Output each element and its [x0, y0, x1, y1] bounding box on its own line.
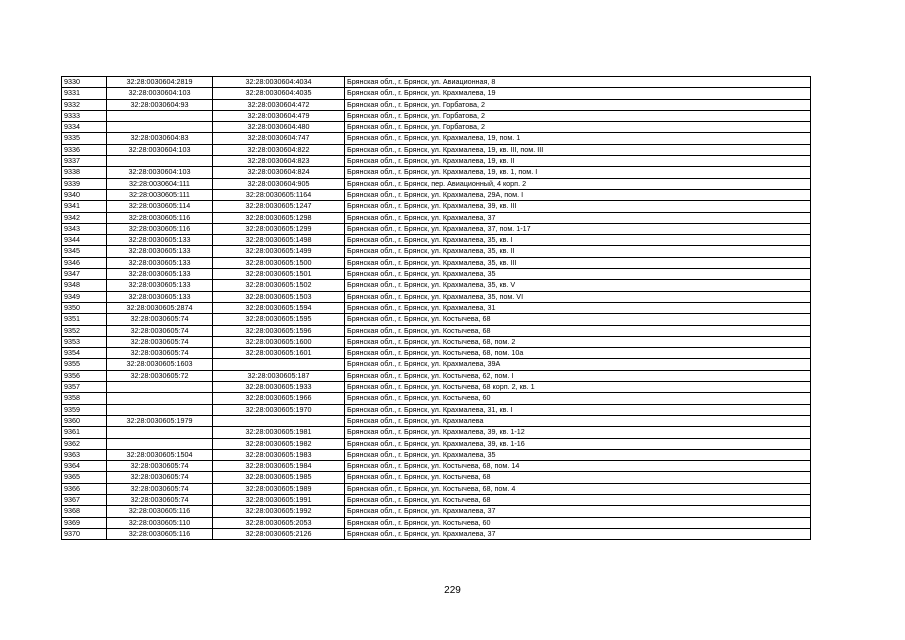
cadastral-number-cell: 32:28:0030605:1503 [213, 291, 345, 302]
parent-cadastral-cell: 32:28:0030605:1979 [107, 415, 213, 426]
table-row [62, 528, 811, 539]
page-number: 229 [444, 585, 461, 596]
address-cell: Брянская обл., г. Брянск, ул. Крахмалева, 37 [345, 212, 811, 223]
cadastral-number-cell: 32:28:0030604:4034 [213, 77, 345, 88]
parent-cadastral-cell: 32:28:0030605:74 [107, 314, 213, 325]
table-row [62, 382, 811, 393]
cadastral-number-cell: 32:28:0030605:1981 [213, 427, 345, 438]
parent-cadastral-cell: 32:28:0030605:133 [107, 280, 213, 291]
parent-cadastral-cell: 32:28:0030605:110 [107, 517, 213, 528]
row-number-cell: 9341 [62, 201, 107, 212]
row-number-cell: 9363 [62, 449, 107, 460]
row-number-cell: 9338 [62, 167, 107, 178]
cadastral-number-cell: 32:28:0030605:1298 [213, 212, 345, 223]
table-row [62, 88, 811, 99]
cadastral-number-cell: 32:28:0030605:1299 [213, 223, 345, 234]
address-cell: Брянская обл., г. Брянск, ул. Костычева, 60 [345, 517, 811, 528]
parent-cadastral-cell: 32:28:0030604:93 [107, 99, 213, 110]
row-number-cell: 9336 [62, 144, 107, 155]
cadastral-number-cell: 32:28:0030605:1502 [213, 280, 345, 291]
table-row [62, 427, 811, 438]
parent-cadastral-cell [107, 393, 213, 404]
table-row [62, 246, 811, 257]
row-number-cell: 9343 [62, 223, 107, 234]
cadastral-number-cell [213, 415, 345, 426]
row-number-cell: 9357 [62, 382, 107, 393]
cadastral-number-cell: 32:28:0030605:1983 [213, 449, 345, 460]
table-row [62, 302, 811, 313]
row-number-cell: 9342 [62, 212, 107, 223]
address-cell: Брянская обл., г. Брянск, ул. Костычева, 68 [345, 494, 811, 505]
row-number-cell: 9366 [62, 483, 107, 494]
table-row [62, 506, 811, 517]
address-cell: Брянская обл., г. Брянск, ул. Крахмалева, 37 [345, 528, 811, 539]
cadastral-number-cell: 32:28:0030605:1596 [213, 325, 345, 336]
table-body [62, 77, 811, 540]
cadastral-number-cell: 32:28:0030605:1600 [213, 336, 345, 347]
parent-cadastral-cell [107, 122, 213, 133]
row-number-cell: 9356 [62, 370, 107, 381]
row-number-cell: 9349 [62, 291, 107, 302]
table-row [62, 359, 811, 370]
cadastral-number-cell: 32:28:0030604:747 [213, 133, 345, 144]
row-number-cell: 9339 [62, 178, 107, 189]
table-row [62, 178, 811, 189]
address-cell: Брянская обл., г. Брянск, ул. Крахмалева, 19, кв. II [345, 156, 811, 167]
address-cell: Брянская обл., г. Брянск, ул. Крахмалева, 35, кв. I [345, 235, 811, 246]
parent-cadastral-cell: 32:28:0030605:74 [107, 336, 213, 347]
table-row [62, 77, 811, 88]
cadastral-table [61, 76, 811, 540]
table-row [62, 257, 811, 268]
parent-cadastral-cell [107, 156, 213, 167]
address-cell: Брянская обл., г. Брянск, ул. Крахмалева, 37 [345, 506, 811, 517]
parent-cadastral-cell: 32:28:0030605:133 [107, 269, 213, 280]
parent-cadastral-cell: 32:28:0030605:74 [107, 483, 213, 494]
parent-cadastral-cell [107, 404, 213, 415]
address-cell: Брянская обл., г. Брянск, ул. Костычева, 68 [345, 314, 811, 325]
parent-cadastral-cell [107, 110, 213, 121]
cadastral-number-cell: 32:28:0030605:1595 [213, 314, 345, 325]
address-cell: Брянская обл., г. Брянск, ул. Крахмалева, 39, кв. 1-12 [345, 427, 811, 438]
parent-cadastral-cell [107, 427, 213, 438]
parent-cadastral-cell: 32:28:0030605:111 [107, 189, 213, 200]
parent-cadastral-cell: 32:28:0030605:74 [107, 494, 213, 505]
parent-cadastral-cell: 32:28:0030604:2819 [107, 77, 213, 88]
parent-cadastral-cell: 32:28:0030605:133 [107, 235, 213, 246]
row-number-cell: 9362 [62, 438, 107, 449]
row-number-cell: 9352 [62, 325, 107, 336]
table-row [62, 494, 811, 505]
address-cell: Брянская обл., г. Брянск, пер. Авиационный, 4 корп. 2 [345, 178, 811, 189]
table-row [62, 201, 811, 212]
table-row [62, 461, 811, 472]
address-cell: Брянская обл., г. Брянск, ул. Крахмалева, 35, пом. VI [345, 291, 811, 302]
cadastral-number-cell: 32:28:0030605:1966 [213, 393, 345, 404]
parent-cadastral-cell: 32:28:0030605:74 [107, 348, 213, 359]
cadastral-number-cell: 32:28:0030605:1970 [213, 404, 345, 415]
parent-cadastral-cell: 32:28:0030605:133 [107, 257, 213, 268]
table-row [62, 167, 811, 178]
table-row [62, 110, 811, 121]
cadastral-number-cell: 32:28:0030605:1500 [213, 257, 345, 268]
address-cell: Брянская обл., г. Брянск, ул. Крахмалева, 19, кв. 1, пом. I [345, 167, 811, 178]
row-number-cell: 9340 [62, 189, 107, 200]
row-number-cell: 9359 [62, 404, 107, 415]
cadastral-number-cell: 32:28:0030605:1991 [213, 494, 345, 505]
parent-cadastral-cell: 32:28:0030605:133 [107, 291, 213, 302]
cadastral-number-cell: 32:28:0030605:1992 [213, 506, 345, 517]
parent-cadastral-cell [107, 438, 213, 449]
row-number-cell: 9332 [62, 99, 107, 110]
table-row [62, 99, 811, 110]
table-row [62, 156, 811, 167]
row-number-cell: 9350 [62, 302, 107, 313]
table-row [62, 393, 811, 404]
cadastral-number-cell: 32:28:0030604:480 [213, 122, 345, 133]
table-row [62, 517, 811, 528]
address-cell: Брянская обл., г. Брянск, ул. Авиационная, 8 [345, 77, 811, 88]
row-number-cell: 9354 [62, 348, 107, 359]
cadastral-number-cell: 32:28:0030605:2053 [213, 517, 345, 528]
table-row [62, 291, 811, 302]
cadastral-number-cell: 32:28:0030605:1498 [213, 235, 345, 246]
address-cell: Брянская обл., г. Брянск, ул. Костычева, 68 корп. 2, кв. 1 [345, 382, 811, 393]
table-row [62, 449, 811, 460]
cadastral-number-cell: 32:28:0030605:1601 [213, 348, 345, 359]
row-number-cell: 9333 [62, 110, 107, 121]
table-row [62, 415, 811, 426]
row-number-cell: 9346 [62, 257, 107, 268]
table-row [62, 472, 811, 483]
cadastral-number-cell: 32:28:0030605:1164 [213, 189, 345, 200]
address-cell: Брянская обл., г. Брянск, ул. Крахмалева, 19, кв. III, пом. III [345, 144, 811, 155]
parent-cadastral-cell: 32:28:0030605:1603 [107, 359, 213, 370]
row-number-cell: 9355 [62, 359, 107, 370]
address-cell: Брянская обл., г. Брянск, ул. Костычева, 62, пом. I [345, 370, 811, 381]
parent-cadastral-cell: 32:28:0030605:72 [107, 370, 213, 381]
cadastral-number-cell: 32:28:0030604:479 [213, 110, 345, 121]
table-row [62, 438, 811, 449]
table-row [62, 280, 811, 291]
table-row [62, 314, 811, 325]
row-number-cell: 9358 [62, 393, 107, 404]
row-number-cell: 9331 [62, 88, 107, 99]
cadastral-number-cell: 32:28:0030605:1501 [213, 269, 345, 280]
address-cell: Брянская обл., г. Брянск, ул. Костычева, 68, пом. 4 [345, 483, 811, 494]
cadastral-number-cell: 32:28:0030604:822 [213, 144, 345, 155]
row-number-cell: 9368 [62, 506, 107, 517]
row-number-cell: 9369 [62, 517, 107, 528]
parent-cadastral-cell: 32:28:0030605:114 [107, 201, 213, 212]
cadastral-number-cell [213, 359, 345, 370]
cadastral-number-cell: 32:28:0030605:1247 [213, 201, 345, 212]
address-cell: Брянская обл., г. Брянск, ул. Костычева, 60 [345, 393, 811, 404]
table-row [62, 325, 811, 336]
parent-cadastral-cell: 32:28:0030605:116 [107, 506, 213, 517]
parent-cadastral-cell: 32:28:0030604:103 [107, 88, 213, 99]
cadastral-number-cell: 32:28:0030605:2126 [213, 528, 345, 539]
address-cell: Брянская обл., г. Брянск, ул. Крахмалева, 39А [345, 359, 811, 370]
row-number-cell: 9353 [62, 336, 107, 347]
address-cell: Брянская обл., г. Брянск, ул. Костычева, 68, пом. 14 [345, 461, 811, 472]
row-number-cell: 9348 [62, 280, 107, 291]
table-row [62, 144, 811, 155]
cadastral-number-cell: 32:28:0030604:905 [213, 178, 345, 189]
table-row [62, 133, 811, 144]
row-number-cell: 9370 [62, 528, 107, 539]
cadastral-number-cell: 32:28:0030605:1989 [213, 483, 345, 494]
parent-cadastral-cell [107, 382, 213, 393]
address-cell: Брянская обл., г. Брянск, ул. Крахмалева, 37, пом. 1-17 [345, 223, 811, 234]
cadastral-number-cell: 32:28:0030605:1499 [213, 246, 345, 257]
parent-cadastral-cell: 32:28:0030605:116 [107, 212, 213, 223]
cadastral-number-cell: 32:28:0030604:472 [213, 99, 345, 110]
table-row [62, 212, 811, 223]
cadastral-number-cell: 32:28:0030605:187 [213, 370, 345, 381]
table-row [62, 336, 811, 347]
address-cell: Брянская обл., г. Брянск, ул. Костычева, 68, пом. 10а [345, 348, 811, 359]
parent-cadastral-cell: 32:28:0030605:133 [107, 246, 213, 257]
parent-cadastral-cell: 32:28:0030605:2874 [107, 302, 213, 313]
address-cell: Брянская обл., г. Брянск, ул. Крахмалева, 29А, пом. I [345, 189, 811, 200]
cadastral-number-cell: 32:28:0030604:824 [213, 167, 345, 178]
cadastral-number-cell: 32:28:0030604:823 [213, 156, 345, 167]
parent-cadastral-cell: 32:28:0030605:116 [107, 528, 213, 539]
address-cell: Брянская обл., г. Брянск, ул. Горбатова, 2 [345, 99, 811, 110]
row-number-cell: 9330 [62, 77, 107, 88]
table-row [62, 404, 811, 415]
address-cell: Брянская обл., г. Брянск, ул. Крахмалева, 35 [345, 269, 811, 280]
table-row [62, 235, 811, 246]
address-cell: Брянская обл., г. Брянск, ул. Крахмалева, 19 [345, 88, 811, 99]
table-row [62, 370, 811, 381]
address-cell: Брянская обл., г. Брянск, ул. Крахмалева, 35 [345, 449, 811, 460]
cadastral-number-cell: 32:28:0030605:1594 [213, 302, 345, 313]
parent-cadastral-cell: 32:28:0030605:1504 [107, 449, 213, 460]
parent-cadastral-cell: 32:28:0030604:103 [107, 144, 213, 155]
address-cell: Брянская обл., г. Брянск, ул. Крахмалева, 35, кв. V [345, 280, 811, 291]
parent-cadastral-cell: 32:28:0030605:74 [107, 325, 213, 336]
address-cell: Брянская обл., г. Брянск, ул. Крахмалева, 39, кв. III [345, 201, 811, 212]
table-row [62, 122, 811, 133]
row-number-cell: 9337 [62, 156, 107, 167]
cadastral-number-cell: 32:28:0030604:4035 [213, 88, 345, 99]
cadastral-number-cell: 32:28:0030605:1982 [213, 438, 345, 449]
cadastral-number-cell: 32:28:0030605:1984 [213, 461, 345, 472]
row-number-cell: 9334 [62, 122, 107, 133]
parent-cadastral-cell: 32:28:0030605:74 [107, 472, 213, 483]
address-cell: Брянская обл., г. Брянск, ул. Костычева, 68 [345, 472, 811, 483]
parent-cadastral-cell: 32:28:0030604:103 [107, 167, 213, 178]
table-row [62, 348, 811, 359]
table-row [62, 189, 811, 200]
address-cell: Брянская обл., г. Брянск, ул. Костычева, 68, пом. 2 [345, 336, 811, 347]
address-cell: Брянская обл., г. Брянск, ул. Крахмалева, 39, кв. 1-16 [345, 438, 811, 449]
address-cell: Брянская обл., г. Брянск, ул. Костычева, 68 [345, 325, 811, 336]
address-cell: Брянская обл., г. Брянск, ул. Горбатова, 2 [345, 122, 811, 133]
address-cell: Брянская обл., г. Брянск, ул. Крахмалева [345, 415, 811, 426]
address-cell: Брянская обл., г. Брянск, ул. Крахмалева, 35, кв. III [345, 257, 811, 268]
parent-cadastral-cell: 32:28:0030604:111 [107, 178, 213, 189]
parent-cadastral-cell: 32:28:0030604:83 [107, 133, 213, 144]
table-row [62, 269, 811, 280]
row-number-cell: 9335 [62, 133, 107, 144]
address-cell: Брянская обл., г. Брянск, ул. Горбатова, 2 [345, 110, 811, 121]
address-cell: Брянская обл., г. Брянск, ул. Крахмалева, 35, кв. II [345, 246, 811, 257]
address-cell: Брянская обл., г. Брянск, ул. Крахмалева, 19, пом. 1 [345, 133, 811, 144]
parent-cadastral-cell: 32:28:0030605:116 [107, 223, 213, 234]
row-number-cell: 9361 [62, 427, 107, 438]
parent-cadastral-cell: 32:28:0030605:74 [107, 461, 213, 472]
row-number-cell: 9344 [62, 235, 107, 246]
table-row [62, 223, 811, 234]
row-number-cell: 9345 [62, 246, 107, 257]
cadastral-number-cell: 32:28:0030605:1933 [213, 382, 345, 393]
row-number-cell: 9351 [62, 314, 107, 325]
table-row [62, 483, 811, 494]
row-number-cell: 9360 [62, 415, 107, 426]
row-number-cell: 9367 [62, 494, 107, 505]
address-cell: Брянская обл., г. Брянск, ул. Крахмалева, 31, кв. I [345, 404, 811, 415]
address-cell: Брянская обл., г. Брянск, ул. Крахмалева, 31 [345, 302, 811, 313]
row-number-cell: 9365 [62, 472, 107, 483]
row-number-cell: 9347 [62, 269, 107, 280]
row-number-cell: 9364 [62, 461, 107, 472]
cadastral-number-cell: 32:28:0030605:1985 [213, 472, 345, 483]
